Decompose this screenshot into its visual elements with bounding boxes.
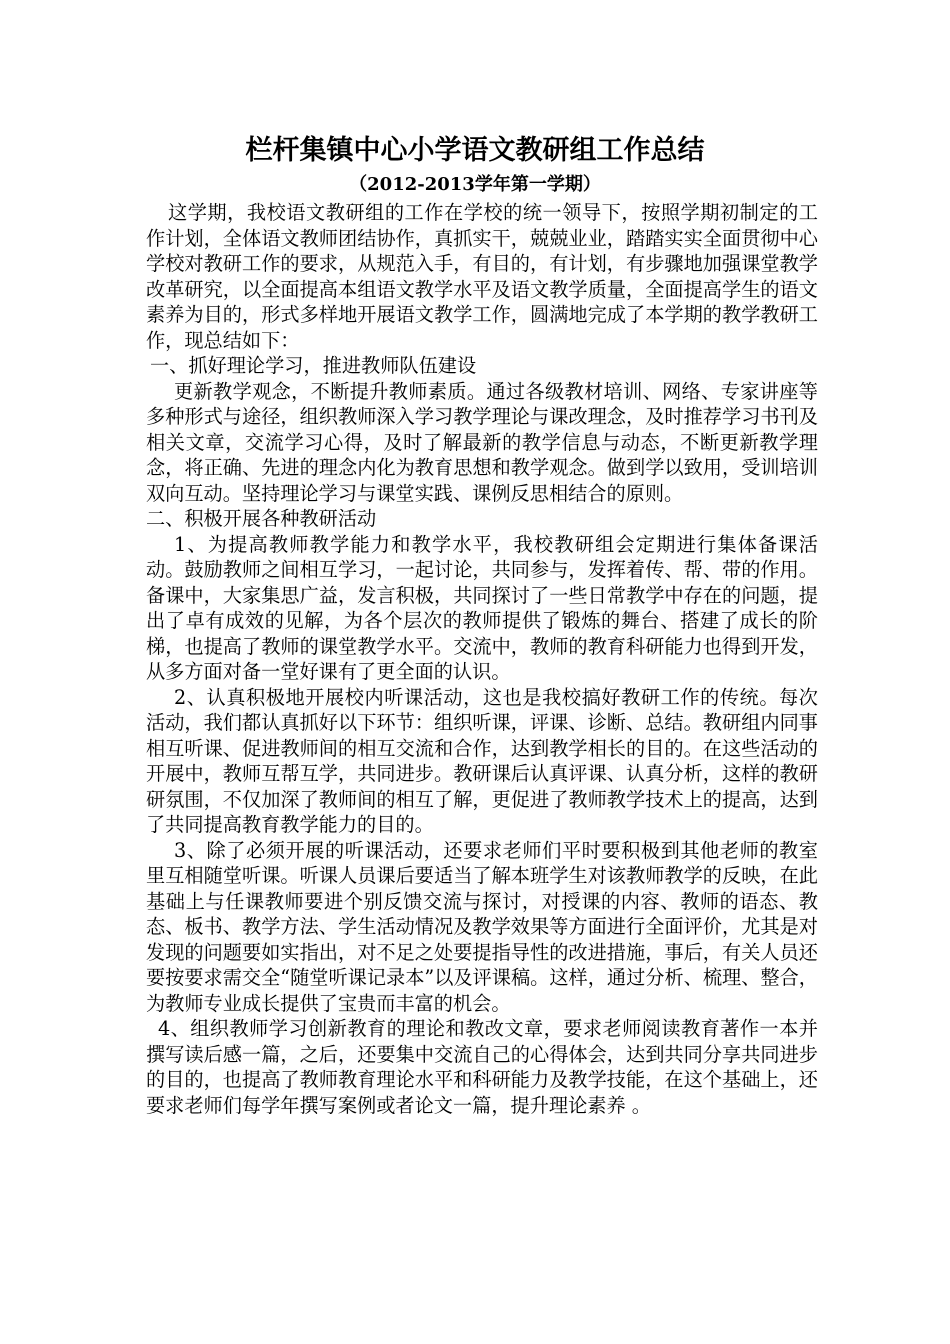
intro-paragraph: 这学期，我校语文教研组的工作在学校的统一领导下，按照学期初制定的工作计划，全体语文教师团结协作，真抓实干，兢兢业业，踏踏实实全面贯彻中心学校对教研工作的要求，从规范入手，有目的，有计划，有步骤地加强课堂教学改革研究，以全面提高本组语文教学水平及语文教学质量，全面提高学生的语文素养为目的，形式多样地开展语文教学工作，圆满地完成了本学期的教学教研工作，现总结如下：	[146, 201, 818, 352]
section-2-item-2: 2、认真积极地开展校内听课活动，这也是我校搞好教研工作的传统。每次活动，我们都认真抓好以下环节：组织听课，评课、诊断、总结。教研组内同事相互听课、促进教师间的相互交流和合作，达到教学相长的目的。在这些活动的开展中，教师互帮互学，共同进步。教研课后认真评课、认真分析，这样的教研研氛围，不仅加深了教师间的相互了解，更促进了教师教学技术上的提高，达到了共同提高教育教学能力的目的。	[146, 685, 818, 836]
document-body	[146, 200, 818, 1118]
section-2-item-3: 3、除了必须开展的听课活动，还要求老师们平时要积极到其他老师的教室里互相随堂听课。听课人员课后要适当了解本班学生对该教师教学的反映，在此基础上与任课教师要进个别反馈交流与探讨，对授课的内容、教师的语态、教态、板书、教学方法、学生活动情况及教学效果等方面进行全面评价，尤其是对发现的问题要如实指出，对不足之处要提指导性的改进措施，事后，有关人员还要按要求需交全“随堂听课记录本”以及评课稿。这样，通过分析、梳理、整合，为教师专业成长提供了宝贵而丰富的机会。	[146, 838, 818, 1015]
document-subtitle: （2012-2013学年第一学期）	[349, 174, 601, 195]
section-2-item-4: 4、组织教师学习创新教育的理论和教改文章，要求老师阅读教育著作一本并撰写读后感一篇，之后，还要集中交流自己的心得体会，达到共同分享共同进步的目的，也提高了教师教育理论水平和科研能力及教学技能，在这个基础上，还要求老师们每学年撰写案例或者论文一篇，提升理论素养 。	[146, 1017, 818, 1117]
section-1-paragraph: 更新教学观念，不断提升教师素质。通过各级教材培训、网络、专家讲座等多种形式与途径，组织教师深入学习教学理论与课改理念，及时推荐学习书刊及相关文章，交流学习心得，及时了解最新的教学信息与动态，不断更新教学理念，将正确、先进的理念内化为教育思想和教学观念。做到学以致用，受训培训双向互动。坚持理论学习与课堂实践、课例反思相结合的原则。	[146, 379, 818, 505]
section-2-heading: 二、积极开展各种教研活动	[146, 507, 377, 530]
document-title: 栏杆集镇中心小学语文教研组工作总结	[245, 135, 705, 166]
section-1-heading: 一、抓好理论学习，推进教师队伍建设	[150, 354, 477, 377]
section-2-item-1: 1、为提高教师教学能力和教学水平，我校教研组会定期进行集体备课活动。鼓励教师之间相互学习，一起讨论，共同参与，发挥着传、帮、带的作用。备课中，大家集思广益，发言积极，共同探讨了一些日常教学中存在的问题，提出了卓有成效的见解，为各个层次的教师提供了锻炼的舞台、搭建了成长的阶梯，也提高了教师的课堂教学水平。交流中，教师的教育科研能力也得到开发，从多方面对备一堂好课有了更全面的认识。	[146, 532, 818, 683]
